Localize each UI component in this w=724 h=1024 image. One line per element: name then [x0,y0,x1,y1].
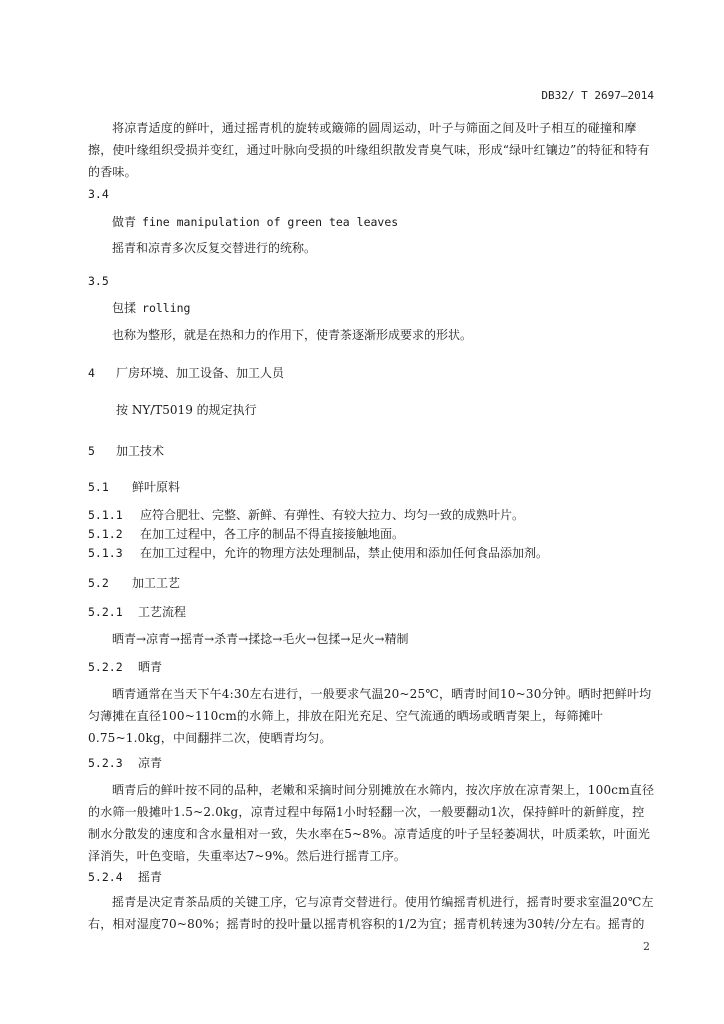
heading-title: 厂房环境、加工设备、加工人员 [116,366,285,380]
section-3-5-number: 3.5 [88,274,109,288]
heading-title: 凉青 [138,756,163,770]
heading-number: 5.2.2 [88,660,123,674]
item-number: 5.1.2 [88,527,123,541]
term-english: rolling [142,301,191,315]
item-text: 在加工过程中，允许的物理方法处理制品，禁止使用和添加任何食品添加剂。 [140,546,549,560]
heading-number: 5.2 [88,576,109,590]
section-3-4-number: 3.4 [88,187,109,201]
standard-code: DB32/ T 2697—2014 [541,89,654,102]
section-5-2-4-heading [88,866,656,888]
section-4-heading [88,362,656,384]
heading-title: 摇青 [138,870,163,884]
section-3-5-definition: 也称为整形，就是在热和力的作用下，使青茶逐渐形成要求的形状。 [112,328,473,342]
heading-number: 5.2.4 [88,870,123,884]
section-5-2-1-heading [88,601,656,623]
heading-number: 5.2.3 [88,756,123,770]
section-5-2-2-text: 晒青通常在当天下午4:30左右进行，一般要求气温20~25℃，晒青时间10~30分钟。晒时把鲜叶均匀薄摊在直径100~110cm的水筛上，排放在阳光充足、空气流通的晒场或晒青架上，每筛摊叶0.75~1.0kg，中间翻拌二次，使晒青均匀。 [88,687,652,745]
heading-number: 5 [88,444,95,458]
section-5-2-4-text: 摇青是决定青茶品质的关键工序，它与凉青交替进行。使用竹编摇青机进行，摇青时要求室温20℃左右，相对湿度70~80%；摇青时的投叶量以摇青机容积的1/2为宜；摇青机转速为30转/分左右。摇青的 [88,895,654,931]
item-number: 5.1.3 [88,546,123,560]
section-3-3-definition: 将凉青适度的鲜叶，通过摇青机的旋转或簸筛的圆周运动，叶子与筛面之间及叶子相互的碰撞和摩擦，使叶缘组织受损并变红，通过叶脉向受损的叶缘组织散发青臭气味，形成“绿叶红镶边”的特征和特有的香味。 [88,121,650,179]
item-number: 5.1.1 [88,508,123,522]
section-3-4-term [112,211,680,233]
item-text: 在加工过程中，各工序的制品不得直接接触地面。 [140,527,405,541]
section-3-5-term [112,297,680,319]
term-english: fine manipulation of green tea leaves [142,215,399,229]
heading-title: 加工技术 [116,444,165,458]
heading-title: 晒青 [138,660,163,674]
heading-title: 加工工艺 [132,576,181,590]
section-5-2-heading [88,572,656,594]
term-chinese: 做青 [112,215,137,229]
process-flow: 晒青→凉青→摇青→杀青→揉捻→毛火→包揉→足火→精制 [112,632,409,646]
heading-number: 5.1 [88,480,109,494]
heading-number: 5.2.1 [88,605,123,619]
section-5-2-2-heading [88,656,656,678]
section-5-1-heading [88,476,656,498]
section-4-text: 按 NY/T5019 的规定执行 [116,403,257,417]
section-5-2-3-text: 晒青后的鲜叶按不同的品种，老嫩和采摘时间分别摊放在水筛内，按次序放在凉青架上，100cm直径的水筛一般摊叶1.5~2.0kg，凉青过程中每隔1小时轻翻一次，一般要翻动1次，保持鲜叶的新鲜度，控制水分散发的速度和含水量相对一致，失水率在5~8%。凉青适度的叶子呈轻萎凋状，叶质柔软，叶面光泽消失，叶色变暗，失重率达7~9%。然后进行摇青工序。 [88,783,655,863]
section-5-2-3-heading [88,752,656,774]
page-number: 2 [643,940,650,953]
heading-title: 工艺流程 [138,605,187,619]
heading-title: 鲜叶原料 [132,480,181,494]
section-3-4-definition: 摇青和凉青多次反复交替进行的统称。 [112,241,317,255]
heading-number: 4 [88,366,95,380]
term-chinese: 包揉 [112,301,137,315]
item-5-1-2 [88,525,656,543]
item-text: 应符合肥壮、完整、新鲜、有弹性、有较大拉力、均匀一致的成熟叶片。 [140,508,525,522]
section-5-heading [88,440,656,462]
item-5-1-1 [88,506,656,524]
item-5-1-3 [88,544,656,562]
